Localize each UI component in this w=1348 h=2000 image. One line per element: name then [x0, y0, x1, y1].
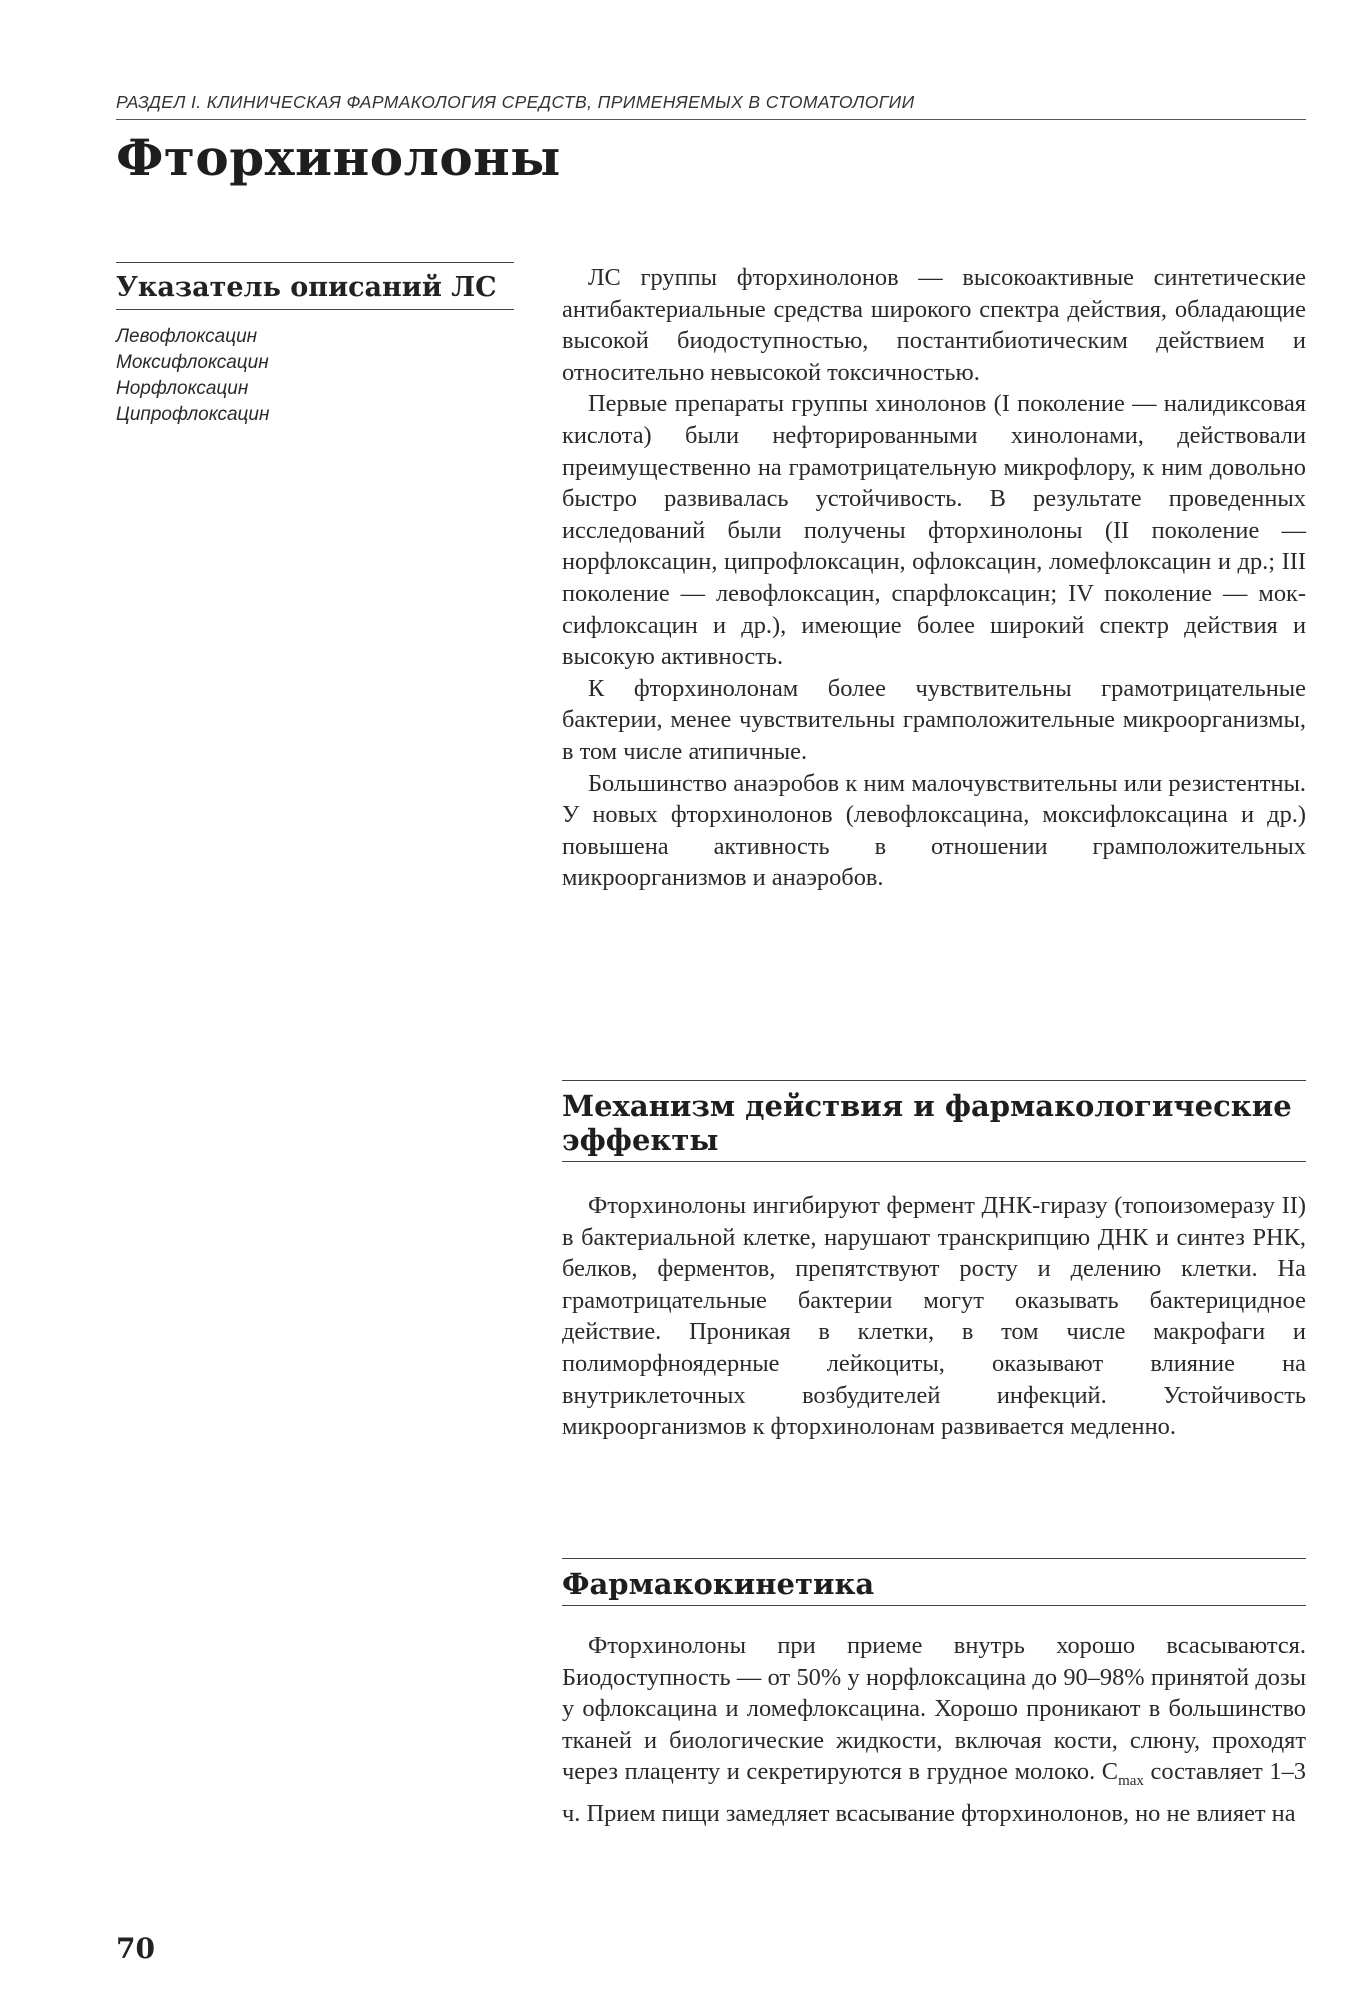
- index-item-levofloxacin[interactable]: Левофлоксацин: [116, 326, 258, 347]
- section-title-mechanism: Механизм действия и фармакологические эффекты: [562, 1080, 1306, 1162]
- pk-text-part-b: составляет 1–3 ч. Прием пищи замедляет всасывание фторхинолонов, но не влияет на: [562, 1758, 1306, 1827]
- intro-text: [562, 262, 1306, 894]
- pharmacokinetics-text: [562, 1630, 1306, 1829]
- page-number: 70: [116, 1932, 155, 1965]
- intro-paragraph: ЛС группы фторхинолонов — высокоактивные синтетические антибактериальные средства широкого спектра действия, обладающие высокой биодоступностью, постантибиотическим действием и относительно невысокой токсичностью.: [562, 264, 1306, 386]
- index-item-moxifloxacin[interactable]: Моксифлоксацин: [116, 352, 269, 373]
- index-item-norfloxacin[interactable]: Норфлоксацин: [116, 378, 249, 399]
- mechanism-text: [562, 1190, 1306, 1443]
- intro-paragraph: К фторхинолонам более чувствительны грамотрицательные бактерии, менее чувствительны грамположительные микроорганизмы, в том числе атипичные.: [562, 674, 1306, 765]
- intro-paragraph: Первые препараты группы хинолонов (I поколение — налидиксовая кислота) были нефторированными хинолонами, действовали преимущественно на грамотрицательную микрофлору, к ним довольно быстро развивалась устойчивость. В результате проведенных исследований были получены фторхинолоны (II поколение — норфлоксацин, ципрофлоксацин, офлоксацин, ломефлоксацин и др.; III поколение — левофлоксацин, спарфлоксацин; IV поколение — моксифлоксацин и др.), имеющие более широкий спектр действия и высокую активность.: [562, 390, 1306, 671]
- section-title-pharmacokinetics: Фармакокинетика: [562, 1558, 1306, 1606]
- intro-paragraph: Большинство анаэробов к ним малочувствительны или резистентны. У новых фторхинолонов (левофлоксацина, моксифлоксацина и др.) повышена активность в отношении грамположительных микроорганизмов и анаэробов.: [562, 769, 1306, 892]
- cmax-subscript: max: [1118, 1773, 1144, 1790]
- running-head: РАЗДЕЛ I. КЛИНИЧЕСКАЯ ФАРМАКОЛОГИЯ СРЕДСТВ, ПРИМЕНЯЕМЫХ В СТОМАТОЛОГИИ: [116, 92, 1306, 120]
- index-list: [116, 324, 514, 428]
- pharmacokinetics-paragraph: [562, 1630, 1306, 1829]
- mechanism-paragraph: Фторхинолоны ингибируют фермент ДНК-гиразу (топоизомеразу II) в бактериальной клетке, нарушают транскрипцию ДНК и синтез РНК, белков, ферментов, препятствуют росту и делению клетки. На грамотрицательные бактерии могут оказывать бактерицидное действие. Проникая в клетки, в том числе макрофаги и полиморфноядерные лейкоциты, оказывают влияние на внутриклеточных возбудителей инфекций. Устойчивость микроорганизмов к фторхинолонам развивается медленно.: [562, 1192, 1306, 1441]
- index-title: Указатель описаний ЛС: [116, 263, 514, 310]
- pk-text-part-a: Фторхинолоны при приеме внутрь хорошо всасываются. Биодоступность — от 50% у норфлоксацина до 90–98% принятой дозы у офлоксацина и ломефлоксацина. Хорошо проникают в большинство тканей и биологические жидкости, включая кости, слюну, проходят через плаценту и секретируются в грудное молоко. C: [562, 1632, 1306, 1786]
- chapter-title: Фторхинолоны: [116, 128, 561, 187]
- drug-index: [116, 262, 514, 428]
- index-item-ciprofloxacin[interactable]: Ципрофлоксацин: [116, 404, 270, 425]
